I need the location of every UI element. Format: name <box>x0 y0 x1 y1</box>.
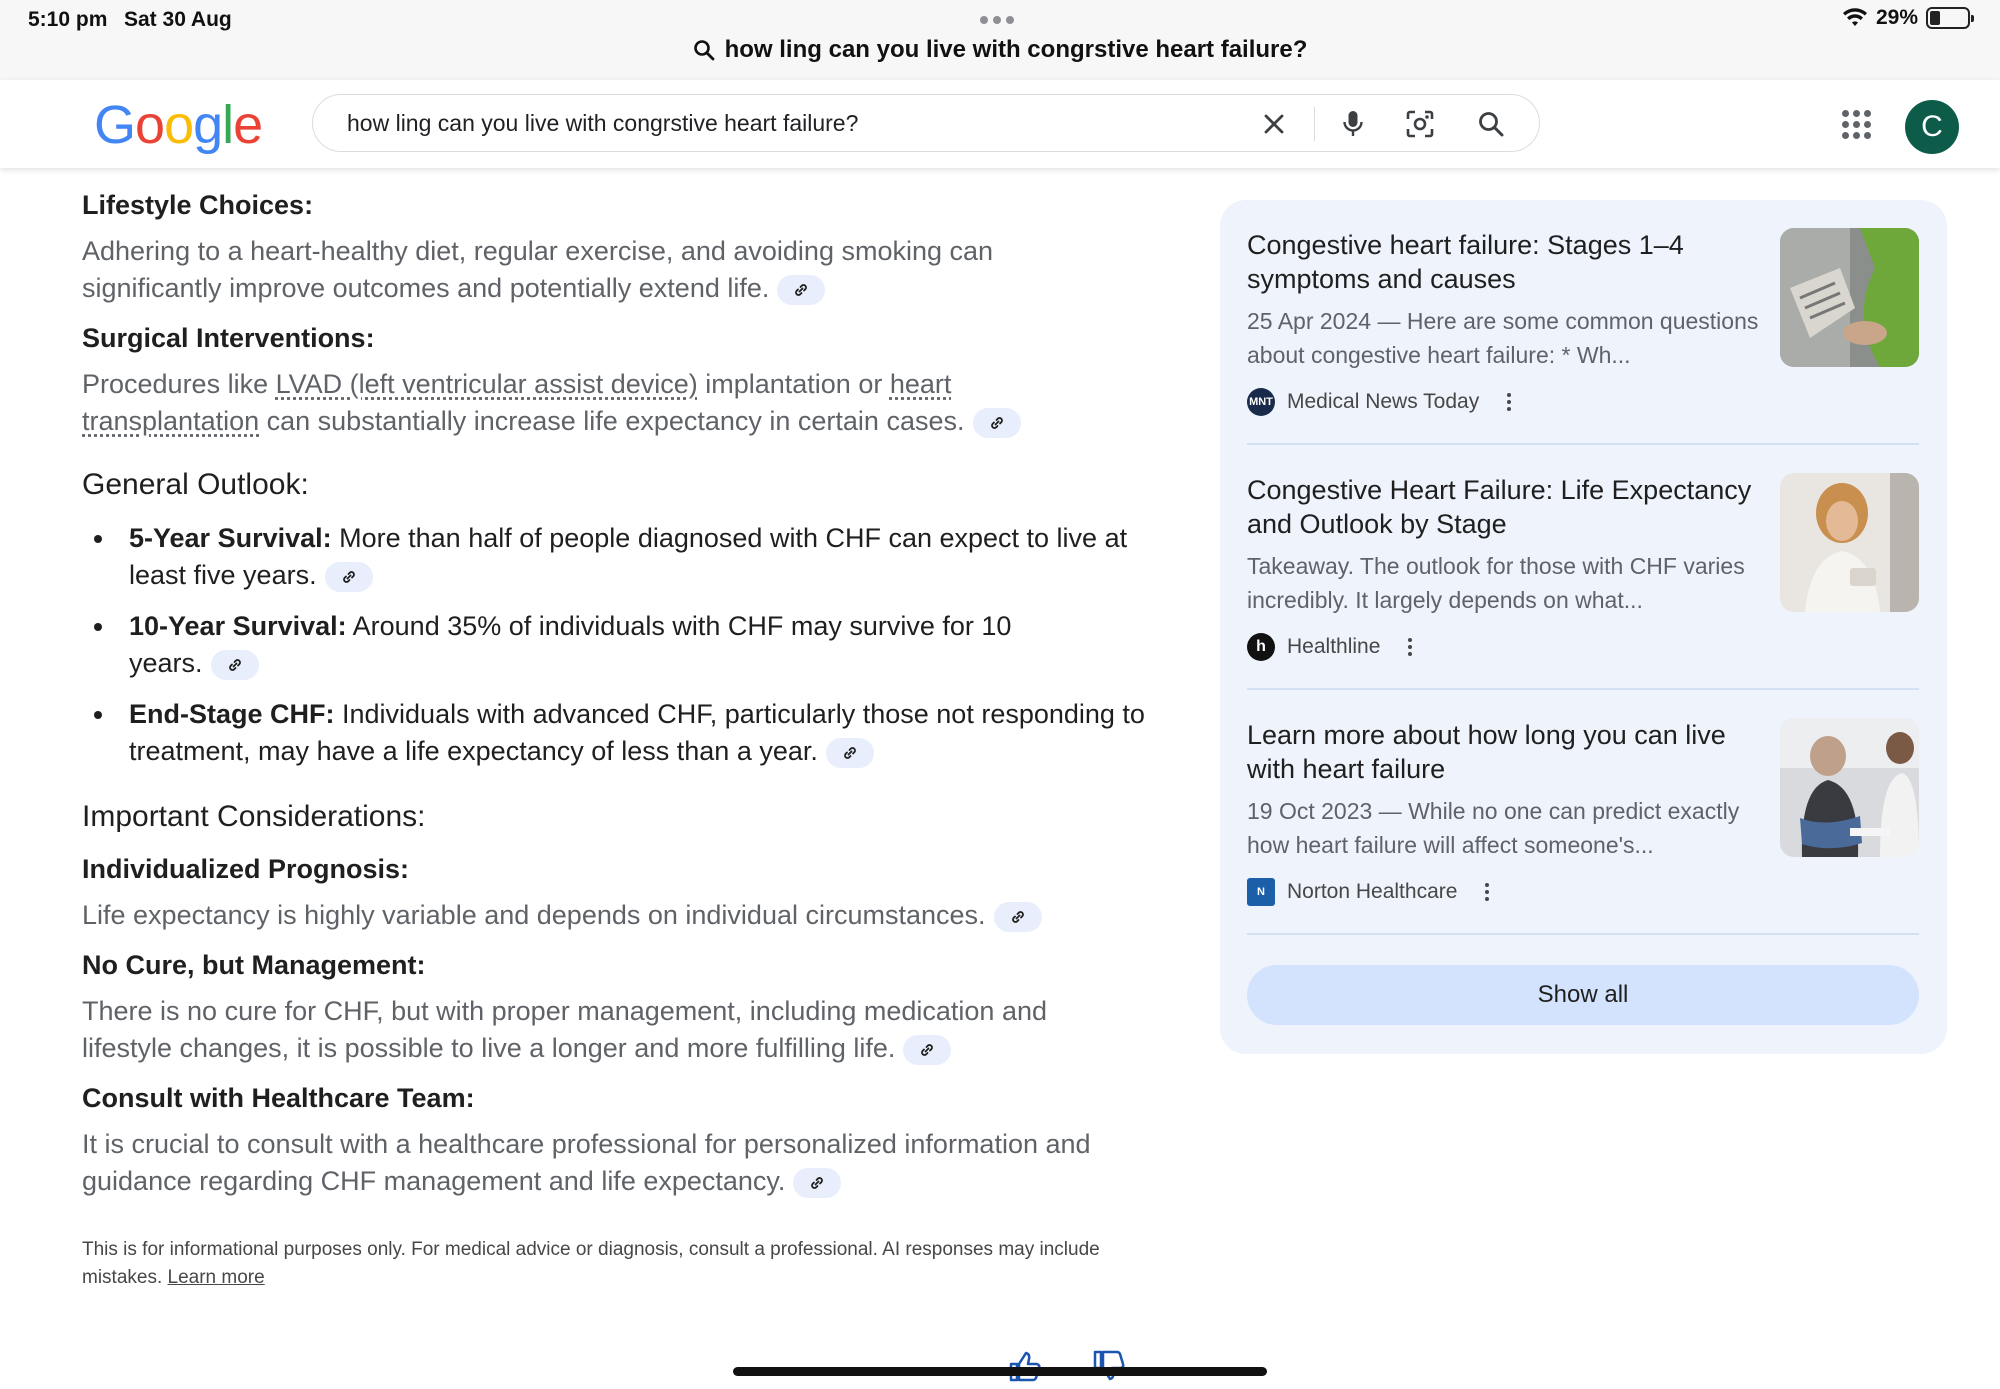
no-cure-heading: No Cure, but Management: <box>82 950 426 980</box>
outlook-list <box>82 520 1162 770</box>
surgical-heading: Surgical Interventions: <box>82 323 375 353</box>
general-outlook-heading: General Outlook: <box>82 468 309 501</box>
google-logo[interactable]: Google <box>94 95 263 155</box>
list-item-label: 10-Year Survival: <box>129 611 347 641</box>
source-name: Healthline <box>1287 635 1381 658</box>
more-options-icon[interactable] <box>1507 393 1511 411</box>
important-considerations-heading: Important Considerations: <box>82 800 426 833</box>
list-item-text: Individuals with advanced CHF, particularly those not responding to treatment, may have a life expectancy of less than a year. <box>129 699 1145 766</box>
search-input[interactable]: how ling can you live with congrstive heart failure? <box>347 110 859 136</box>
source-card[interactable] <box>1247 228 1919 428</box>
wifi-icon <box>1842 8 1868 28</box>
source-card[interactable] <box>1247 473 1919 673</box>
status-bar <box>0 0 2000 80</box>
lifestyle-heading: Lifestyle Choices: <box>82 190 314 220</box>
battery-level <box>1930 11 1940 25</box>
prognosis-text <box>82 897 1162 934</box>
source-card-snippet: 19 Oct 2023 — While no one can predict exactly how heart failure will affect someone's... <box>1247 798 1740 858</box>
search-icon <box>693 39 715 61</box>
card-divider <box>1247 688 1919 690</box>
consult-text <box>82 1126 1162 1200</box>
list-item-label: 5-Year Survival: <box>129 523 332 553</box>
search-box[interactable] <box>312 94 1540 152</box>
list-item <box>82 520 1162 594</box>
list-item-label: End-Stage CHF: <box>129 699 335 729</box>
lvad-link[interactable]: LVAD (left ventricular assist device) <box>275 369 698 399</box>
citation-link-icon[interactable] <box>325 562 373 592</box>
show-all-button[interactable]: Show all <box>1247 965 1919 1025</box>
ai-disclaimer <box>82 1236 1142 1292</box>
search-submit-icon[interactable] <box>1472 105 1510 143</box>
google-header <box>0 80 2000 168</box>
source-name: Medical News Today <box>1287 390 1480 413</box>
prognosis-heading: Individualized Prognosis: <box>82 854 410 884</box>
list-item <box>82 696 1162 770</box>
citation-link-icon[interactable] <box>826 738 874 768</box>
citation-link-icon[interactable] <box>903 1035 951 1065</box>
more-options-icon[interactable] <box>1408 638 1412 656</box>
lifestyle-text <box>82 233 1062 307</box>
citation-link-icon[interactable] <box>777 275 825 305</box>
source-card-title[interactable]: Congestive Heart Failure: Life Expectancy and Outlook by Stage <box>1247 475 1752 539</box>
list-item <box>82 608 1082 682</box>
healthline-icon: h <box>1247 633 1275 661</box>
google-apps-icon[interactable] <box>1842 110 1872 140</box>
card-divider <box>1247 443 1919 445</box>
citation-link-icon[interactable] <box>793 1168 841 1198</box>
surgical-text-mid: implantation or <box>697 369 890 399</box>
thumbs-down-icon[interactable] <box>1092 1350 1126 1382</box>
multitasking-dots-icon[interactable] <box>980 16 1014 24</box>
clear-icon[interactable] <box>1255 105 1293 143</box>
citation-link-icon[interactable] <box>994 902 1042 932</box>
prognosis-text-content: Life expectancy is highly variable and depends on individual circumstances. <box>82 900 986 930</box>
list-item-text: Around 35% of individuals with CHF may survive for 10 years. <box>129 611 1012 678</box>
status-indicators <box>1842 6 1970 30</box>
medical-news-today-icon: MNT <box>1247 388 1275 416</box>
ai-overview-content <box>82 168 1162 1292</box>
source-card-title[interactable]: Congestive heart failure: Stages 1–4 symptoms and causes <box>1247 230 1684 294</box>
list-item-text: More than half of people diagnosed with CHF can expect to live at least five years. <box>129 523 1128 590</box>
citation-link-icon[interactable] <box>973 408 1021 438</box>
source-card-title[interactable]: Learn more about how long you can live with heart failure <box>1247 720 1726 784</box>
source-name: Norton Healthcare <box>1287 880 1458 903</box>
consult-text-content: It is crucial to consult with a healthcare professional for personalized information and guidance regarding CHF management and life expectancy. <box>82 1129 1091 1196</box>
source-card-snippet: 25 Apr 2024 — Here are some common questions about congestive heart failure: * Wh... <box>1247 308 1759 368</box>
source-card-snippet: Takeaway. The outlook for those with CHF varies incredibly. It largely depends on what... <box>1247 553 1745 613</box>
surgical-text-post: can substantially increase life expectancy in certain cases. <box>259 406 965 436</box>
url-bar-query: how ling can you live with congrstive heart failure? <box>724 36 1308 63</box>
thumbs-up-icon[interactable] <box>1008 1350 1042 1382</box>
more-options-icon[interactable] <box>1485 883 1489 901</box>
consult-heading: Consult with Healthcare Team: <box>82 1083 475 1113</box>
surgical-text <box>82 366 1082 440</box>
status-time: 5:10 pm <box>28 8 108 31</box>
account-avatar[interactable]: C <box>1905 100 1959 154</box>
battery-icon <box>1926 7 1970 29</box>
source-card[interactable] <box>1247 718 1919 918</box>
source-card-site <box>1247 878 1489 906</box>
heart-transplantation-link[interactable]: heart transplantation <box>82 369 952 436</box>
source-thumbnail-image <box>1780 228 1919 367</box>
disclaimer-text: This is for informational purposes only. For medical advice or diagnosis, consult a professional. AI responses may include mistakes. <box>82 1239 1100 1288</box>
status-date: Sat 30 Aug <box>124 8 232 31</box>
citation-link-icon[interactable] <box>211 650 259 680</box>
surgical-text-pre: Procedures like <box>82 369 276 399</box>
source-card-site <box>1247 633 1412 661</box>
home-indicator[interactable] <box>733 1367 1267 1376</box>
url-bar[interactable] <box>0 36 2000 64</box>
learn-more-link[interactable]: Learn more <box>167 1267 265 1288</box>
no-cure-text <box>82 993 1122 1067</box>
battery-percent: 29% <box>1875 6 1918 29</box>
source-thumbnail-image <box>1780 718 1919 857</box>
camera-lens-icon[interactable] <box>1401 105 1439 143</box>
microphone-icon[interactable] <box>1334 105 1372 143</box>
norton-healthcare-icon: N <box>1247 878 1275 906</box>
no-cure-text-content: There is no cure for CHF, but with proper management, including medication and lifestyle changes, it is possible to live a longer and more fulfilling life. <box>82 996 1047 1063</box>
card-divider <box>1247 933 1919 935</box>
source-thumbnail-image <box>1780 473 1919 612</box>
search-divider <box>1314 107 1315 141</box>
sources-panel <box>1220 200 1947 1054</box>
source-card-site <box>1247 388 1511 416</box>
lifestyle-text-content: Adhering to a heart-healthy diet, regular exercise, and avoiding smoking can significantly improve outcomes and potentially extend life. <box>82 236 994 303</box>
